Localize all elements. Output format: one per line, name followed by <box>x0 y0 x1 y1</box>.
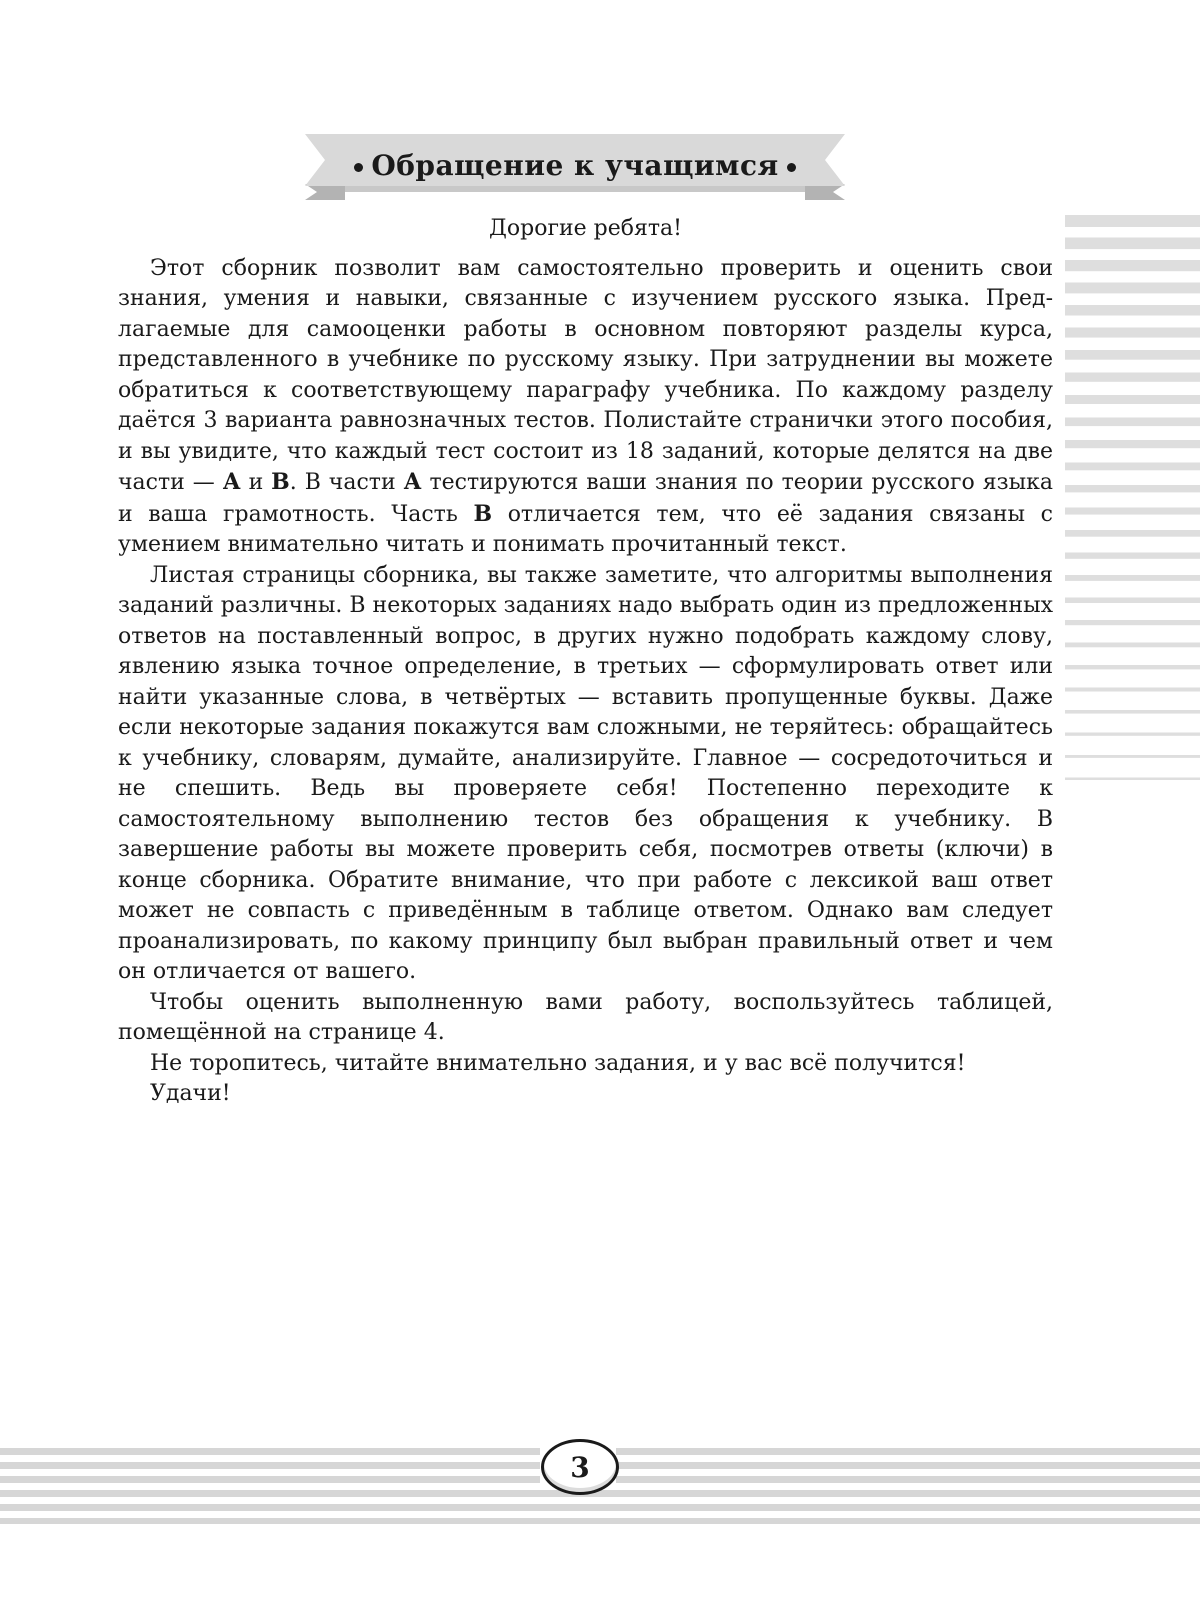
side-stripe <box>1065 350 1200 360</box>
side-stripe <box>1065 328 1200 338</box>
side-stripe <box>1065 418 1200 427</box>
paragraph-1-tail-1: . В части <box>289 470 396 495</box>
side-stripe <box>1065 553 1200 559</box>
side-stripe <box>1065 463 1200 471</box>
bullet-left <box>354 163 363 172</box>
part-b-label-2: В <box>473 500 493 527</box>
side-stripe <box>1065 710 1200 714</box>
side-stripe <box>1065 620 1200 625</box>
part-b-label: В <box>271 469 290 495</box>
side-stripe <box>1065 373 1200 382</box>
side-decorative-stripes <box>1065 215 1200 795</box>
side-stripe <box>1065 688 1200 692</box>
side-stripe <box>1065 485 1200 492</box>
part-a-label-2: А <box>403 469 422 495</box>
side-stripe <box>1065 598 1200 604</box>
side-stripe <box>1065 395 1200 404</box>
side-stripe <box>1065 575 1200 581</box>
paragraph-1 <box>118 254 1053 561</box>
part-a-label: А <box>222 469 241 495</box>
and-word: и <box>248 470 264 495</box>
paragraph-4: Не торопитесь, читайте внимательно задания, и у вас всё получится! <box>150 1050 966 1076</box>
paragraph-1-tail-3: отличается тем, что её задания связаны с умением внимательно читать и понимать прочитанный текст. <box>118 501 1053 557</box>
paragraph-5: Удачи! <box>150 1081 231 1106</box>
paragraph-2: Листая страницы сборника, вы также заметите, что алгоритмы выполнения заданий различны. В некоторых заданиях надо выбрать один из предложенных ответов на поставленный вопрос, в других нужно подобрать каждому слову, явлению языка точное определение, в третьих — сформулировать ответ или найти указанные слова, в четвёртых — вставить пропущенные буквы. Даже если некоторые задания покажутся вам сложными, не теряйтесь: обращайтесь к учебнику, словарям, думайте, анализируйте. Главное — сосредоточиться и не спешить. Ведь вы проверяете себя! Постепенно переходите к самостоятельному выполнению тестов без обращения к учебнику. В завершение работы вы можете проверить себя, посмотрев ответы (ключи) в конце сборника. Обратите внимание, что при работе с лексикой ваш ответ может не совпасть с приведённым в таблице ответом. Однако вам следует проанализировать, по какому принципу был выбран правильный ответ и чем он отличается от вашего. <box>118 562 1053 984</box>
side-stripe <box>1065 665 1200 669</box>
greeting: Дорогие ребята! <box>488 216 682 241</box>
side-stripe <box>1065 440 1200 448</box>
paragraph-1-text: Этот сборник позволит вам самостоятельно проверить и оценить свои знания, умения и навыки, связанные с изучением русского языка. Предлагаемые для самооценки работы в основном повторяют разделы курса, представленного в учебнике по русскому языку. При затруднении вы можете обратиться к соответствующему параграфу учебника. По каждому разделу даётся 3 варианта равнозначных тестов. Полистайте странички этого пособия, и вы увидите, что каждый тест состоит из 18 заданий, которые делятся на две части — <box>118 255 1053 495</box>
side-stripe <box>1065 305 1200 316</box>
side-stripe <box>1065 733 1200 736</box>
bullet-right <box>787 163 796 172</box>
document-body <box>118 214 1053 1110</box>
side-stripe <box>1065 755 1200 758</box>
side-stripe <box>1065 215 1200 227</box>
paragraph-3: Чтобы оценить выполненную вами работу, воспользуйтесь таблицей, помещённой на странице 4. <box>118 989 1053 1045</box>
side-stripe <box>1065 643 1200 648</box>
page-footer <box>0 1430 1200 1530</box>
side-stripe <box>1065 283 1200 294</box>
side-stripe <box>1065 508 1200 515</box>
paragraph-1-tail-2: тестируются ваши знания по теории русского языка и ваша грамотность. Часть <box>118 470 1053 527</box>
section-title-text: Обращение к учащимся <box>371 148 779 182</box>
section-header <box>305 134 845 200</box>
side-stripe <box>1065 260 1200 271</box>
page-number: 3 <box>541 1439 619 1495</box>
side-stripe <box>1065 238 1200 250</box>
side-stripe <box>1065 530 1200 537</box>
section-title <box>345 144 805 186</box>
side-stripe <box>1065 778 1200 781</box>
